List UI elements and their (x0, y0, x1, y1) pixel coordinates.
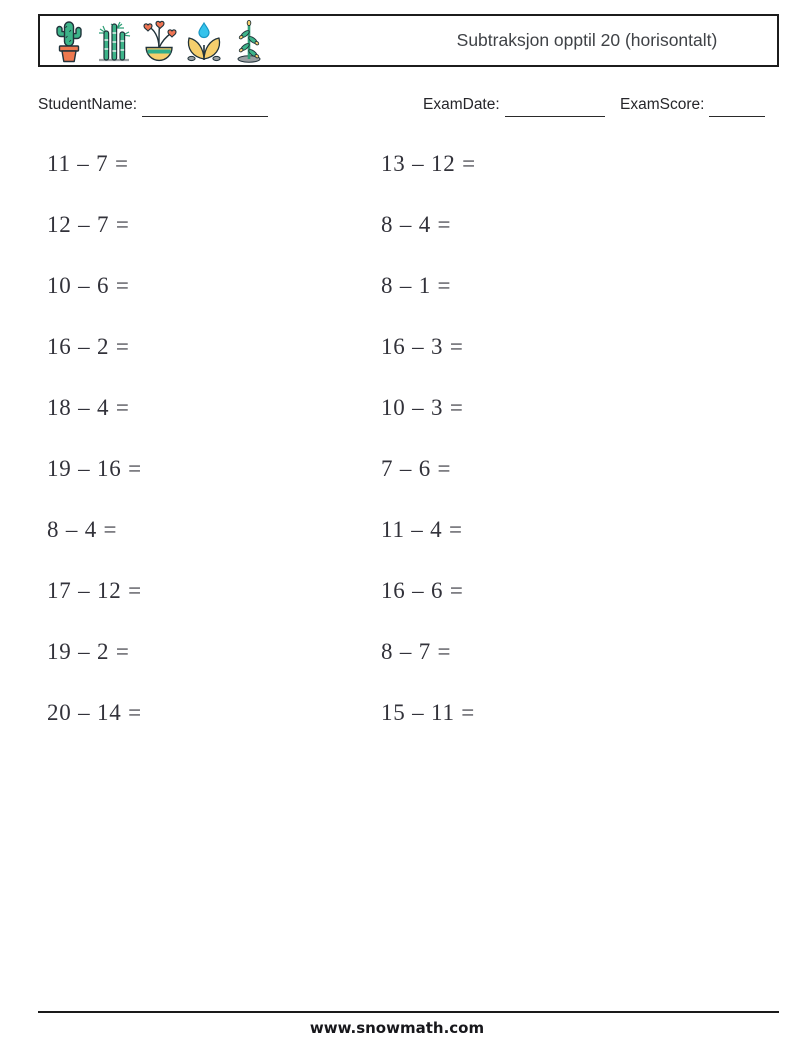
exam-date-blank (505, 100, 605, 117)
header-box (38, 14, 779, 67)
leafy-stem-icon (228, 19, 270, 63)
problem: 16 – 2 = (47, 334, 130, 359)
plant-icon-strip (40, 19, 270, 63)
exam-fields-row (0, 96, 794, 120)
student-name-label: StudentName: (38, 96, 138, 113)
exam-score-blank (709, 100, 765, 117)
problem: 19 – 16 = (47, 456, 142, 481)
problem: 20 – 14 = (47, 700, 142, 725)
exam-score-field (620, 96, 765, 114)
cactus-in-pot-icon (48, 19, 90, 63)
problem: 7 – 6 = (381, 456, 452, 481)
problem: 16 – 3 = (381, 334, 464, 359)
problem: 11 – 7 = (47, 151, 129, 176)
footer-divider (38, 1011, 779, 1013)
problem: 10 – 6 = (47, 273, 130, 298)
sprout-water-drop-icon (183, 19, 225, 63)
flower-pot-icon (138, 19, 180, 63)
student-name-blank (142, 100, 268, 117)
problem: 15 – 11 = (381, 700, 476, 725)
problem: 11 – 4 = (381, 517, 463, 542)
problem: 8 – 4 = (47, 517, 118, 542)
problem: 16 – 6 = (381, 578, 464, 603)
problem: 10 – 3 = (381, 395, 464, 420)
exam-date-label: ExamDate: (423, 96, 500, 113)
problem: 13 – 12 = (381, 151, 476, 176)
student-name-field (38, 96, 268, 114)
bamboo-icon (93, 19, 135, 63)
worksheet-title: Subtraksjon opptil 20 (horisontalt) (456, 30, 718, 50)
exam-date-field (423, 96, 605, 114)
problem: 17 – 12 = (47, 578, 142, 603)
problem: 8 – 4 = (381, 212, 452, 237)
problem: 12 – 7 = (47, 212, 130, 237)
footer-website: www.snowmath.com (309, 1019, 485, 1037)
problem: 8 – 7 = (381, 639, 452, 664)
problem: 8 – 1 = (381, 273, 452, 298)
problem: 19 – 2 = (47, 639, 130, 664)
problem: 18 – 4 = (47, 395, 130, 420)
exam-score-label: ExamScore: (620, 96, 705, 113)
